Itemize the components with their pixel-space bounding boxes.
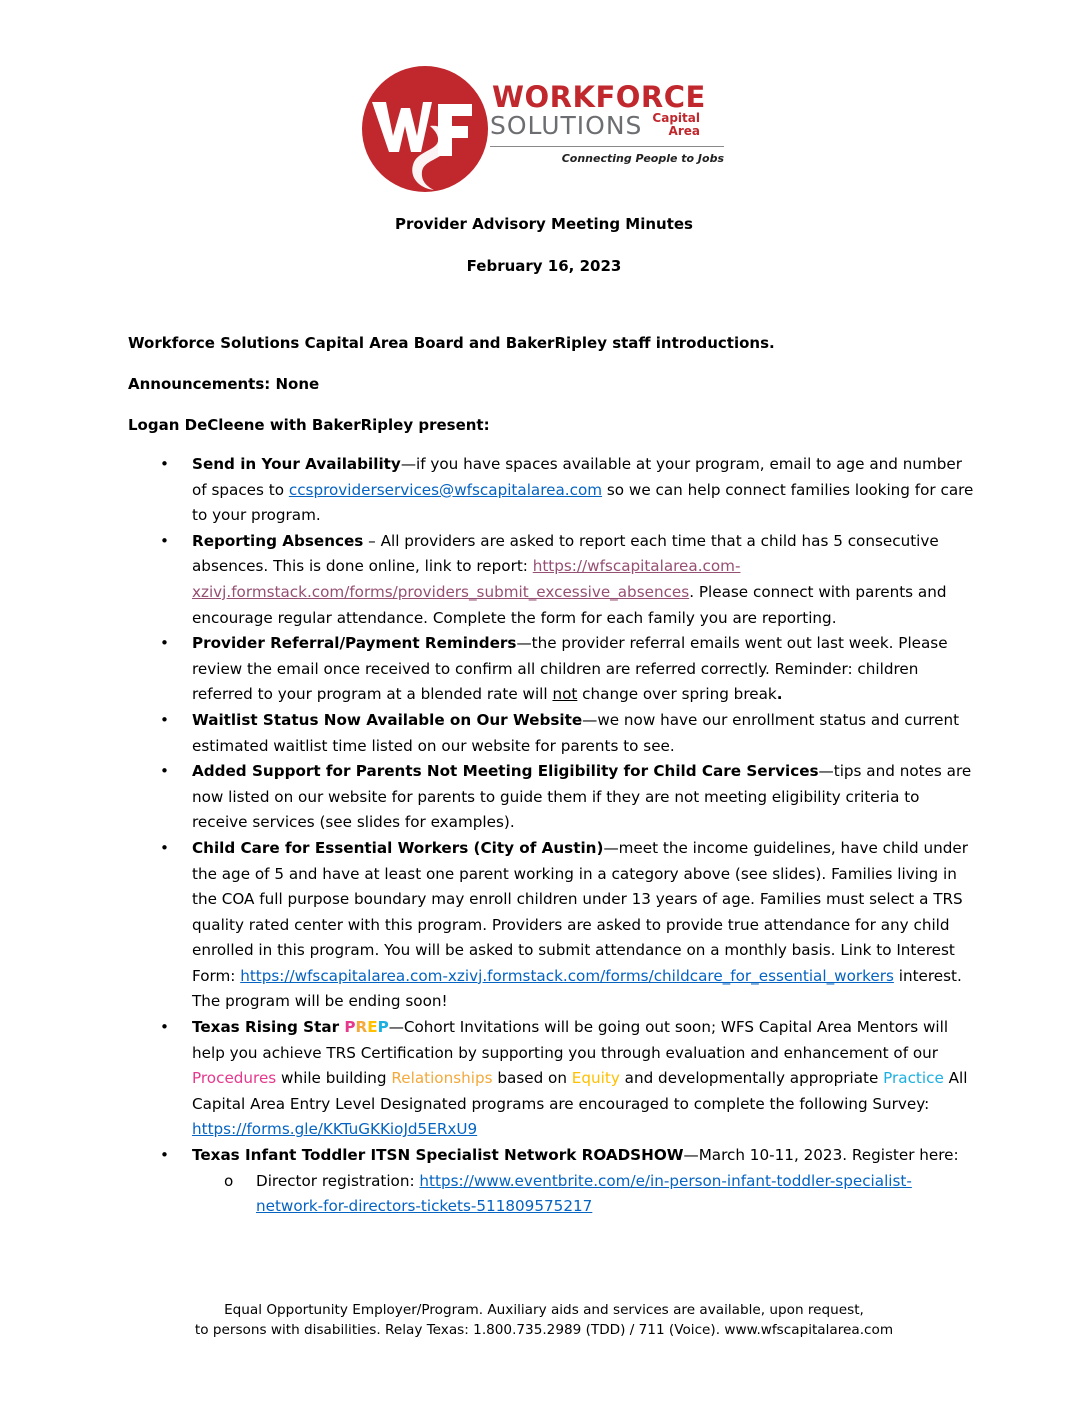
survey-link[interactable]: https://forms.gle/KKTuGKKioJd5ERxU9	[192, 1120, 478, 1139]
sub-list	[192, 1169, 978, 1220]
sub-list-item	[192, 1169, 978, 1220]
presenter-paragraph: Logan DeCleene with BakerRipley present:	[128, 416, 490, 434]
list-item	[128, 529, 978, 631]
list-item	[128, 836, 978, 1015]
item-text: based on	[492, 1069, 572, 1088]
absences-report-link[interactable]: https://wfscapitalarea.com-xzivj.formstack.com/forms/providers_submit_excessive_absences	[192, 557, 741, 601]
director-registration-link[interactable]: https://www.eventbrite.com/e/in-person-infant-toddler-specialist-network-for-directors-tickets-511809575217	[256, 1171, 912, 1216]
prep-acronym	[344, 1018, 388, 1036]
list-item	[128, 759, 978, 836]
item-heading: Reporting Absences	[192, 531, 364, 550]
bullet-icon: •	[160, 634, 169, 653]
footer-line-2: to persons with disabilities. Relay Texas: 1.800.735.2989 (TDD) / 711 (Voice). www.wfscapitalarea.com	[194, 1322, 894, 1338]
circle-bullet-icon: o	[224, 1171, 234, 1190]
item-text: All Capital Area Entry Level Designated programs are encouraged to complete the following Survey:	[192, 1069, 968, 1113]
wfs-logo-mark-icon	[360, 64, 490, 194]
item-heading: Texas Rising Star	[192, 1018, 345, 1037]
bullet-icon: •	[160, 710, 169, 729]
item-heading: Added Support for Parents Not Meeting Eligibility for Child Care Services	[192, 762, 819, 781]
logo-divider	[490, 146, 724, 147]
item-text: —if you have spaces available at your program, email to age and number of spaces to	[192, 455, 963, 499]
logo-region-line2: Area	[668, 124, 700, 138]
list-item	[128, 631, 978, 708]
item-heading: Provider Referral/Payment Reminders	[192, 634, 517, 653]
logo-region-text	[652, 112, 700, 138]
item-text: and developmentally appropriate	[619, 1069, 884, 1088]
footer-line-1: Equal Opportunity Employer/Program. Auxiliary aids and services are available, upon request,	[224, 1302, 864, 1318]
item-text: change over spring break	[577, 685, 777, 704]
prep-letter: E	[367, 1018, 378, 1037]
item-heading: Send in Your Availability	[192, 455, 401, 473]
list-item	[128, 452, 978, 529]
item-underlined-text: not	[552, 685, 578, 704]
item-text: —meet the income guidelines, have child under the age of 5 and have at least one parent working in a category above (see slides). Families living in the COA full purpose boundary may enroll children under 13 years of age. Families must select a TRS quality rated center with this program. Providers are asked to provide true attendance for any child enrolled in this program. You will be asked to submit attendance on a monthly basis. Link to Interest Form:	[192, 838, 968, 985]
page-footer	[0, 1300, 1088, 1340]
interest-form-link[interactable]: https://wfscapitalarea.com-xzivj.formstack.com/forms/childcare_for_essential_workers	[240, 966, 894, 985]
logo-region-line1: Capital	[652, 111, 700, 125]
relationships-word: Relationships	[391, 1069, 493, 1088]
agenda-list	[128, 452, 978, 1220]
item-heading: Child Care for Essential Workers (City of Austin)	[192, 838, 604, 857]
logo-workforce-text: WORKFORCE	[492, 80, 706, 114]
organization-logo	[360, 64, 730, 194]
item-bold-period: .	[776, 685, 783, 704]
logo-solutions-text: SOLUTIONS	[490, 111, 643, 140]
document-date: February 16, 2023	[466, 257, 622, 275]
intro-paragraph: Workforce Solutions Capital Area Board and BakerRipley staff introductions.	[128, 334, 775, 352]
item-text: . Please connect with parents and encourage regular attendance. Complete the form for each family you are reporting.	[192, 582, 947, 627]
prep-letter: R	[355, 1018, 368, 1037]
prep-letter: P	[377, 1018, 389, 1037]
practice-word: Practice	[883, 1069, 944, 1088]
prep-letter: P	[344, 1018, 356, 1037]
announcements-paragraph: Announcements: None	[128, 375, 320, 393]
list-item	[128, 1143, 978, 1220]
item-text: interest. The program will be ending soon!	[192, 966, 962, 1011]
bullet-icon: •	[160, 1018, 169, 1037]
item-heading: Texas Infant Toddler ITSN Specialist Network ROADSHOW	[192, 1146, 684, 1165]
item-text: —Cohort Invitations will be going out soon; WFS Capital Area Mentors will help you achieve TRS Certification by supporting you through evaluation and enhancement of our	[192, 1018, 949, 1062]
email-link[interactable]: ccsproviderservices@wfscapitalarea.com	[288, 480, 603, 499]
item-text: – All providers are asked to report each time that a child has 5 consecutive absences. This is done online, link to report:	[192, 531, 939, 576]
equity-word: Equity	[571, 1069, 620, 1088]
item-text: —the provider referral emails went out last week. Please review the email once received to confirm all children are referred correctly. Reminder: children referred to your program at a blended rate will	[192, 634, 948, 704]
bullet-icon: •	[160, 762, 169, 781]
sub-item-label: Director registration:	[256, 1171, 420, 1190]
bullet-icon: •	[160, 1146, 169, 1165]
bullet-icon: •	[160, 838, 169, 857]
bullet-icon: •	[160, 531, 169, 550]
procedures-word: Procedures	[192, 1069, 277, 1088]
list-item	[128, 1015, 978, 1143]
logo-tagline: Connecting People to Jobs	[561, 152, 724, 165]
item-heading: Waitlist Status Now Available on Our Website	[192, 710, 583, 729]
document-title: Provider Advisory Meeting Minutes	[395, 215, 693, 233]
bullet-icon: •	[160, 455, 169, 473]
item-text: while building	[276, 1069, 392, 1088]
item-text: —March 10-11, 2023. Register here:	[683, 1146, 959, 1165]
item-text: so we can help connect families looking for care to your program.	[192, 480, 974, 525]
list-item	[128, 708, 978, 759]
item-text: —we now have our enrollment status and current estimated waitlist time listed on our website for parents to see.	[192, 710, 960, 755]
logo-wordmark	[490, 82, 730, 165]
item-text: —tips and notes are now listed on our website for parents to guide them if they are not meeting eligibility criteria to receive services (see slides for examples).	[192, 762, 972, 832]
